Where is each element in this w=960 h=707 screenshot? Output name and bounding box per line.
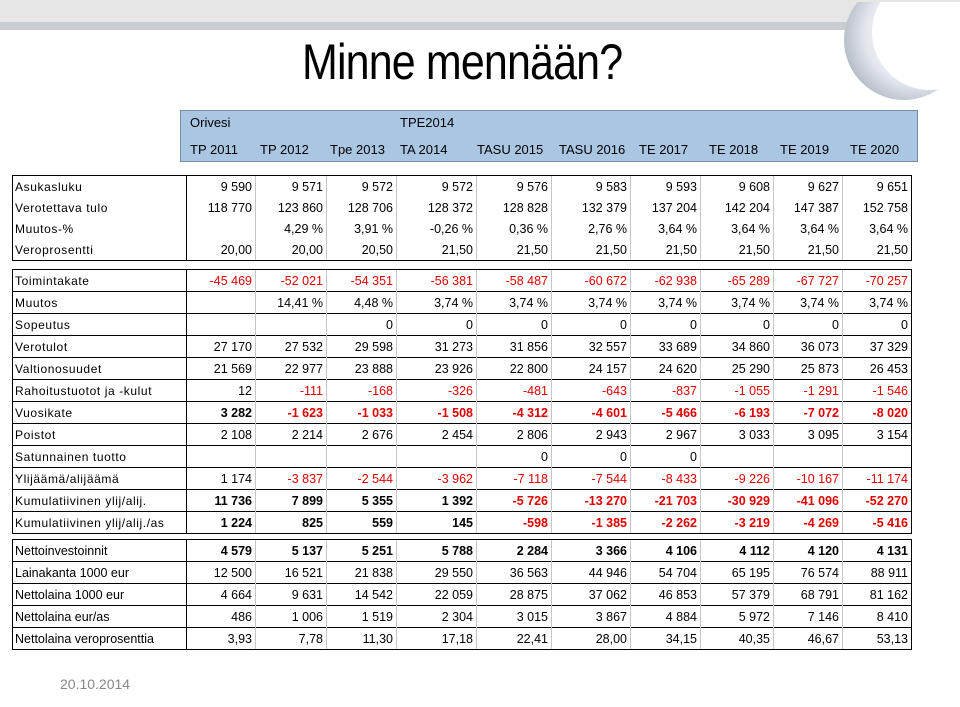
table-cell: [187, 314, 256, 336]
table-cell: -643: [552, 380, 631, 402]
table-cell: 1 174: [187, 468, 256, 490]
table-cell: 8 410: [843, 606, 912, 628]
table-cell: 21 569: [187, 358, 256, 380]
column-header: TP 2012: [260, 142, 309, 157]
table-cell: 7,78: [256, 628, 327, 650]
table-cell: 4 131: [843, 540, 912, 562]
table-cell: 1 224: [187, 512, 256, 534]
table-cell: [187, 446, 256, 468]
table-cell: 9 627: [774, 176, 843, 198]
table-cell: 29 550: [397, 562, 477, 584]
column-header: TE 2018: [709, 142, 759, 157]
table-cell: 3,74 %: [552, 292, 631, 314]
table-cell: 123 860: [256, 197, 327, 218]
table-cell: 27 532: [256, 336, 327, 358]
table-cell: 1 519: [327, 606, 397, 628]
table-cell: 5 355: [327, 490, 397, 512]
table-cell: -67 727: [774, 270, 843, 292]
table-cell: 25 290: [701, 358, 774, 380]
table-cell: 88 911: [843, 562, 912, 584]
table-cell: 31 273: [397, 336, 477, 358]
table-cell: 22 977: [256, 358, 327, 380]
table-cell: 0: [477, 314, 552, 336]
table-cell: 486: [187, 606, 256, 628]
table-header: [180, 110, 918, 162]
table-cell: 16 521: [256, 562, 327, 584]
column-header: TE 2017: [639, 142, 689, 157]
table-row: [13, 584, 912, 606]
table-cell: -7 544: [552, 468, 631, 490]
table-cell: 36 073: [774, 336, 843, 358]
table-cell: 3 033: [701, 424, 774, 446]
table-cell: -168: [327, 380, 397, 402]
table-cell: 9 651: [843, 176, 912, 198]
table-cell: -41 096: [774, 490, 843, 512]
table-cell: -65 289: [701, 270, 774, 292]
table-cell: 20,00: [256, 239, 327, 261]
table-cell: 3,64 %: [843, 218, 912, 239]
column-header: TE 2019: [780, 142, 830, 157]
row-label: Satunnainen tuotto: [13, 446, 187, 468]
row-label: Rahoitustuotot ja -kulut: [13, 380, 187, 402]
table-cell: 2 806: [477, 424, 552, 446]
table-cell: 559: [327, 512, 397, 534]
table-cell: 9 576: [477, 176, 552, 198]
table-cell: 2 943: [552, 424, 631, 446]
table-cell: -52 270: [843, 490, 912, 512]
table-cell: -4 269: [774, 512, 843, 534]
row-label: Muutos: [13, 292, 187, 314]
row-label: Asukasluku: [13, 176, 187, 198]
column-header: TASU 2016: [559, 142, 626, 157]
table-cell: 24 157: [552, 358, 631, 380]
row-label: Poistot: [13, 424, 187, 446]
table-cell: -11 174: [843, 468, 912, 490]
table-row: [13, 292, 912, 314]
row-label: Nettolaina veroprosenttia: [13, 628, 187, 650]
table-row: [13, 314, 912, 336]
table-cell: 3 366: [552, 540, 631, 562]
table-cell: -481: [477, 380, 552, 402]
table-cell: [701, 446, 774, 468]
table-cell: 9 572: [327, 176, 397, 198]
table-row: [13, 490, 912, 512]
table-cell: -56 381: [397, 270, 477, 292]
table-cell: 21,50: [397, 239, 477, 261]
table-cell: -4 601: [552, 402, 631, 424]
table-cell: 32 557: [552, 336, 631, 358]
table-cell: -1 033: [327, 402, 397, 424]
table-cell: 65 195: [701, 562, 774, 584]
footer-date: 20.10.2014: [60, 676, 131, 692]
table-cell: 3 282: [187, 402, 256, 424]
table-cell: 4,29 %: [256, 218, 327, 239]
table-row: [13, 468, 912, 490]
table-cell: 3,64 %: [631, 218, 701, 239]
table-cell: -2 544: [327, 468, 397, 490]
table-cell: -326: [397, 380, 477, 402]
table-cell: 3,64 %: [774, 218, 843, 239]
table-cell: 2 454: [397, 424, 477, 446]
table-cell: 4 106: [631, 540, 701, 562]
table-row: [13, 239, 912, 261]
table-cell: 3 154: [843, 424, 912, 446]
table-cell: -9 226: [701, 468, 774, 490]
table-cell: 0: [327, 314, 397, 336]
table-cell: 29 598: [327, 336, 397, 358]
table-cell: 21 838: [327, 562, 397, 584]
table-cell: -54 351: [327, 270, 397, 292]
table-cell: -58 487: [477, 270, 552, 292]
table-cell: 9 593: [631, 176, 701, 198]
table-cell: -52 021: [256, 270, 327, 292]
table-row: [13, 606, 912, 628]
table-cell: 4 884: [631, 606, 701, 628]
row-label: Ylijäämä/alijäämä: [13, 468, 187, 490]
table-cell: 3,74 %: [843, 292, 912, 314]
table-cell: 22,41: [477, 628, 552, 650]
table-cell: -60 672: [552, 270, 631, 292]
table-cell: 142 204: [701, 197, 774, 218]
table-cell: 2 676: [327, 424, 397, 446]
table-cell: 3,74 %: [477, 292, 552, 314]
table-cell: 0: [701, 314, 774, 336]
table-cell: -111: [256, 380, 327, 402]
table-cell: 7 146: [774, 606, 843, 628]
table-cell: 46,67: [774, 628, 843, 650]
table-cell: 44 946: [552, 562, 631, 584]
table-cell: 2 284: [477, 540, 552, 562]
table-cell: 0: [552, 446, 631, 468]
table-cell: 5 137: [256, 540, 327, 562]
table-cell: 145: [397, 512, 477, 534]
table-cell: 147 387: [774, 197, 843, 218]
table-cell: 3,74 %: [397, 292, 477, 314]
table-cell: 37 062: [552, 584, 631, 606]
table-cell: -7 072: [774, 402, 843, 424]
table-row: [13, 446, 912, 468]
table-row: [13, 218, 912, 239]
table-cell: -3 962: [397, 468, 477, 490]
table-cell: -30 929: [701, 490, 774, 512]
table-cell: 3,93: [187, 628, 256, 650]
table-cell: 22 800: [477, 358, 552, 380]
table-row: [13, 380, 912, 402]
table-cell: 34,15: [631, 628, 701, 650]
table-cell: 11,30: [327, 628, 397, 650]
table-cell: 28 875: [477, 584, 552, 606]
row-label: Nettolaina 1000 eur: [13, 584, 187, 606]
table-cell: [397, 446, 477, 468]
table-cell: 118 770: [187, 197, 256, 218]
table-cell: 0: [477, 446, 552, 468]
table-cell: 3,74 %: [701, 292, 774, 314]
finance-table-main: [12, 175, 912, 534]
slide-title: Minne mennään?: [302, 34, 623, 90]
table-cell: -3 837: [256, 468, 327, 490]
table-cell: [187, 292, 256, 314]
table-cell: 25 873: [774, 358, 843, 380]
table-cell: 37 329: [843, 336, 912, 358]
table-cell: 5 251: [327, 540, 397, 562]
row-label: Verotettava tulo: [13, 197, 187, 218]
table-cell: 2 214: [256, 424, 327, 446]
table-cell: 33 689: [631, 336, 701, 358]
table-cell: 3 095: [774, 424, 843, 446]
table-cell: 21,50: [477, 239, 552, 261]
table-cell: 81 162: [843, 584, 912, 606]
municipality-label: Orivesi: [190, 115, 231, 130]
table-cell: 0,36 %: [477, 218, 552, 239]
table-cell: -21 703: [631, 490, 701, 512]
table-cell: 9 572: [397, 176, 477, 198]
table-cell: -2 262: [631, 512, 701, 534]
table-cell: -5 726: [477, 490, 552, 512]
table-row: [13, 628, 912, 650]
row-label: Nettolaina eur/as: [13, 606, 187, 628]
table-cell: [256, 446, 327, 468]
table-row: [13, 358, 912, 380]
table-cell: 21,50: [843, 239, 912, 261]
table-cell: -1 385: [552, 512, 631, 534]
table-cell: 27 170: [187, 336, 256, 358]
table-cell: -7 118: [477, 468, 552, 490]
table-row: [13, 424, 912, 446]
table-cell: -4 312: [477, 402, 552, 424]
table-cell: [327, 446, 397, 468]
table-cell: 9 583: [552, 176, 631, 198]
table-cell: 9 631: [256, 584, 327, 606]
row-label: Sopeutus: [13, 314, 187, 336]
table-cell: -70 257: [843, 270, 912, 292]
table-row: [13, 176, 912, 198]
table-cell: 14,41 %: [256, 292, 327, 314]
row-label: Kumulatiivinen ylij/alij./as: [13, 512, 187, 534]
table-cell: 2 967: [631, 424, 701, 446]
table-cell: 20,00: [187, 239, 256, 261]
table-cell: -1 508: [397, 402, 477, 424]
table-cell: 128 372: [397, 197, 477, 218]
table-cell: 21,50: [552, 239, 631, 261]
table-cell: 5 788: [397, 540, 477, 562]
table-cell: 22 059: [397, 584, 477, 606]
table-cell: 76 574: [774, 562, 843, 584]
table-cell: 7 899: [256, 490, 327, 512]
table-cell: 5 972: [701, 606, 774, 628]
table-cell: 2 108: [187, 424, 256, 446]
table-cell: 1 006: [256, 606, 327, 628]
row-label: Veroprosentti: [13, 239, 187, 261]
table-cell: 1 392: [397, 490, 477, 512]
table-cell: 2,76 %: [552, 218, 631, 239]
table-cell: 9 608: [701, 176, 774, 198]
table-cell: [256, 314, 327, 336]
table-cell: 0: [631, 314, 701, 336]
table-cell: 20,50: [327, 239, 397, 261]
table-cell: 46 853: [631, 584, 701, 606]
table-cell: -837: [631, 380, 701, 402]
column-header: TA 2014: [400, 142, 448, 157]
table-cell: -5 466: [631, 402, 701, 424]
table-cell: -1 055: [701, 380, 774, 402]
row-label: Muutos-%: [13, 218, 187, 239]
table-cell: -6 193: [701, 402, 774, 424]
table-cell: 21,50: [774, 239, 843, 261]
table-row: [13, 540, 912, 562]
column-header: Tpe 2013: [330, 142, 385, 157]
row-label: Toimintakate: [13, 270, 187, 292]
group-label: TPE2014: [400, 115, 455, 130]
table-cell: 34 860: [701, 336, 774, 358]
table-cell: 0: [631, 446, 701, 468]
table-cell: 28,00: [552, 628, 631, 650]
moon-decoration-icon: [812, 2, 960, 108]
table-cell: -62 938: [631, 270, 701, 292]
table-cell: 4,48 %: [327, 292, 397, 314]
table-cell: -1 623: [256, 402, 327, 424]
table-cell: 0: [552, 314, 631, 336]
row-label: Lainakanta 1000 eur: [13, 562, 187, 584]
table-row: [13, 562, 912, 584]
table-cell: [187, 218, 256, 239]
table-cell: -5 416: [843, 512, 912, 534]
table-cell: -8 433: [631, 468, 701, 490]
table-cell: -45 469: [187, 270, 256, 292]
table-cell: 3,91 %: [327, 218, 397, 239]
finance-table-investments: [12, 539, 912, 650]
table-cell: 21,50: [701, 239, 774, 261]
row-label: Nettoinvestoinnit: [13, 540, 187, 562]
table-cell: 3,74 %: [774, 292, 843, 314]
table-row: [13, 336, 912, 358]
table-cell: 68 791: [774, 584, 843, 606]
table-cell: 825: [256, 512, 327, 534]
row-label: Verotulot: [13, 336, 187, 358]
table-cell: -0,26 %: [397, 218, 477, 239]
table-cell: -10 167: [774, 468, 843, 490]
table-cell: 0: [774, 314, 843, 336]
table-cell: 26 453: [843, 358, 912, 380]
table-cell: 137 204: [631, 197, 701, 218]
table-row: [13, 197, 912, 218]
row-label: Vuosikate: [13, 402, 187, 424]
table-cell: -1 291: [774, 380, 843, 402]
table-cell: 4 579: [187, 540, 256, 562]
table-cell: 2 304: [397, 606, 477, 628]
table-cell: -1 546: [843, 380, 912, 402]
table-cell: 31 856: [477, 336, 552, 358]
table-cell: 17,18: [397, 628, 477, 650]
table-cell: 14 542: [327, 584, 397, 606]
table-cell: 24 620: [631, 358, 701, 380]
table-cell: 128 706: [327, 197, 397, 218]
table-cell: -8 020: [843, 402, 912, 424]
row-label: Valtionosuudet: [13, 358, 187, 380]
row-label: Kumulatiivinen ylij/alij.: [13, 490, 187, 512]
table-cell: 57 379: [701, 584, 774, 606]
table-cell: [774, 446, 843, 468]
table-cell: 23 926: [397, 358, 477, 380]
table-row: [13, 402, 912, 424]
table-cell: 23 888: [327, 358, 397, 380]
table-cell: 3,74 %: [631, 292, 701, 314]
table-cell: 36 563: [477, 562, 552, 584]
table-cell: 53,13: [843, 628, 912, 650]
column-header: TP 2011: [190, 142, 238, 157]
column-header: TASU 2015: [477, 142, 544, 157]
table-cell: 3 867: [552, 606, 631, 628]
table-row: [13, 270, 912, 292]
table-cell: 9 571: [256, 176, 327, 198]
table-cell: -13 270: [552, 490, 631, 512]
table-cell: 4 112: [701, 540, 774, 562]
table-cell: -3 219: [701, 512, 774, 534]
table-cell: 11 736: [187, 490, 256, 512]
table-cell: 0: [843, 314, 912, 336]
table-cell: 4 120: [774, 540, 843, 562]
table-cell: 4 664: [187, 584, 256, 606]
table-row: [13, 512, 912, 534]
table-cell: 3 015: [477, 606, 552, 628]
table-cell: [843, 446, 912, 468]
table-cell: 9 590: [187, 176, 256, 198]
table-cell: -598: [477, 512, 552, 534]
table-cell: 0: [397, 314, 477, 336]
table-cell: 132 379: [552, 197, 631, 218]
table-cell: 3,64 %: [701, 218, 774, 239]
table-cell: 21,50: [631, 239, 701, 261]
table-cell: 40,35: [701, 628, 774, 650]
table-cell: 54 704: [631, 562, 701, 584]
table-cell: 128 828: [477, 197, 552, 218]
table-cell: 12: [187, 380, 256, 402]
table-cell: 152 758: [843, 197, 912, 218]
column-header: TE 2020: [850, 142, 900, 157]
table-cell: 12 500: [187, 562, 256, 584]
